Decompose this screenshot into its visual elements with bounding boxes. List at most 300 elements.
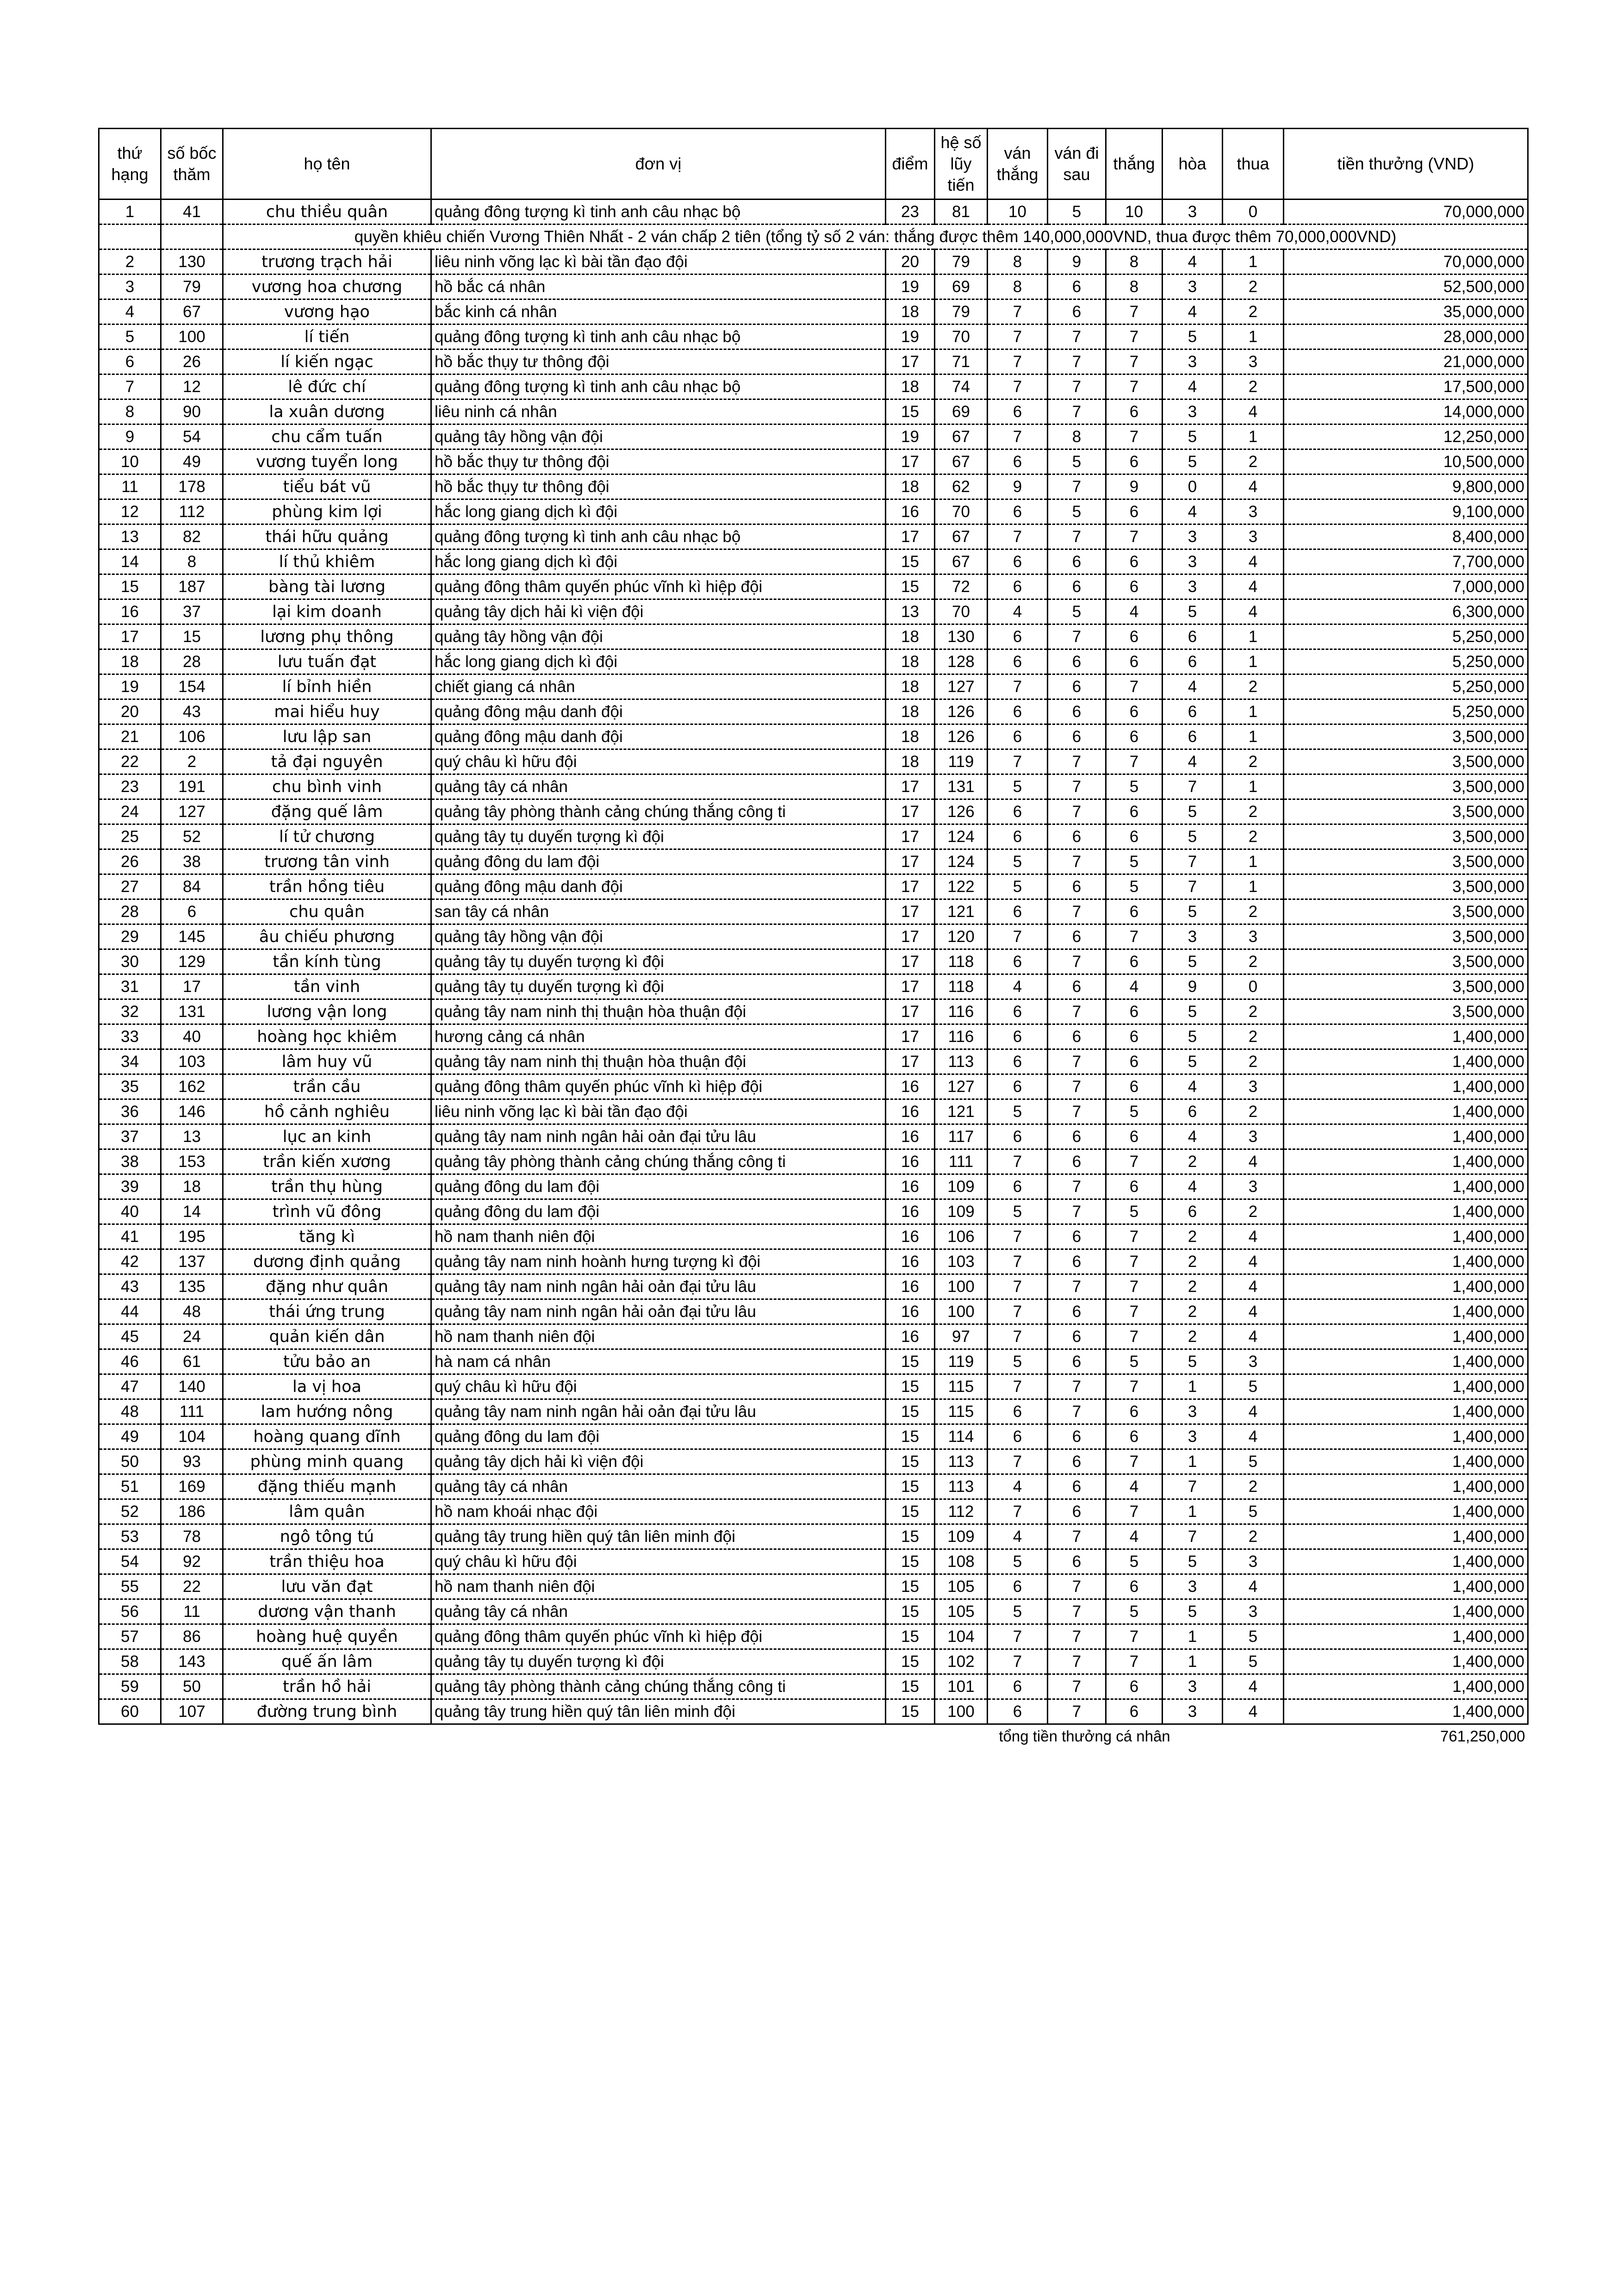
cell-draw-number: 162 [161,1074,223,1099]
cell-winning-games: 6 [988,1174,1048,1199]
cell-draws: 6 [1163,699,1223,724]
cell-name: hoàng học khiêm [223,1024,431,1049]
cell-draw-number: 195 [161,1224,223,1249]
cell-losses: 4 [1223,1324,1284,1349]
cell-draw-number: 86 [161,1624,223,1649]
table-row [99,1299,1528,1324]
cell-draws: 6 [1163,624,1223,649]
cell-coefficient: 117 [935,1124,988,1149]
cell-unit: quảng tây tụ duyến tượng kì đội [431,824,886,849]
cell-wins: 7 [1106,374,1163,399]
table-row [99,399,1528,424]
cell-winning-games: 6 [988,1424,1048,1449]
cell-draws: 4 [1163,299,1223,324]
cell-unit: san tây cá nhân [431,899,886,924]
cell-name: vương hoa chương [223,275,431,299]
cell-draw-number: 40 [161,1024,223,1049]
cell-rank: 26 [99,849,161,874]
cell-points: 16 [886,1324,935,1349]
cell-unit: hà nam cá nhân [431,1349,886,1374]
cell-unit: quảng tây hồng vận đội [431,424,886,449]
cell-points: 18 [886,624,935,649]
cell-prize: 1,400,000 [1284,1649,1528,1674]
cell-rank: 14 [99,549,161,574]
cell-draw-number: 92 [161,1549,223,1574]
cell-coefficient: 81 [935,200,988,225]
cell-second-move-games: 7 [1048,324,1106,349]
cell-unit: quảng đông du lam đội [431,1424,886,1449]
cell-wins: 6 [1106,624,1163,649]
table-row [99,974,1528,999]
cell-wins: 7 [1106,299,1163,324]
cell-coefficient: 67 [935,424,988,449]
cell-prize: 1,400,000 [1284,1249,1528,1274]
cell-prize: 1,400,000 [1284,1149,1528,1174]
table-row [99,1174,1528,1199]
cell-draws: 3 [1163,1674,1223,1699]
cell-coefficient: 127 [935,674,988,699]
cell-prize: 10,500,000 [1284,449,1528,474]
cell-unit: chiết giang cá nhân [431,674,886,699]
table-row [99,1249,1528,1274]
cell-rank: 50 [99,1449,161,1474]
cell-wins: 7 [1106,1649,1163,1674]
cell-name: vương tuyển long [223,449,431,474]
cell-wins: 6 [1106,1174,1163,1199]
cell-wins: 5 [1106,1349,1163,1374]
cell-draws: 3 [1163,399,1223,424]
cell-winning-games: 6 [988,1074,1048,1099]
cell-winning-games: 6 [988,824,1048,849]
cell-draws: 1 [1163,1624,1223,1649]
cell-wins: 6 [1106,1399,1163,1424]
cell-points: 17 [886,1024,935,1049]
table-row [99,1024,1528,1049]
cell-rank: 41 [99,1224,161,1249]
cell-wins: 7 [1106,1449,1163,1474]
cell-losses: 4 [1223,1699,1284,1724]
cell-winning-games: 6 [988,1574,1048,1599]
cell-draw-number: 135 [161,1274,223,1299]
header-draws: hòa [1163,129,1223,200]
cell-losses: 2 [1223,449,1284,474]
cell-name: chu thiều quân [223,200,431,225]
cell-name: hoàng huệ quyền [223,1624,431,1649]
cell-losses: 4 [1223,399,1284,424]
table-row [99,499,1528,524]
cell-unit: hắc long giang dịch kì đội [431,499,886,524]
cell-draw-number: 111 [161,1399,223,1424]
table-row [99,649,1528,674]
cell-winning-games: 7 [988,1499,1048,1524]
cell-wins: 6 [1106,899,1163,924]
cell-rank: 51 [99,1474,161,1499]
cell-losses: 4 [1223,1249,1284,1274]
cell-prize: 3,500,000 [1284,749,1528,774]
cell-unit: quảng tây nam ninh hoành hưng tượng kì đội [431,1249,886,1274]
cell-name: dương vận thanh [223,1599,431,1624]
cell-draw-number: 13 [161,1124,223,1149]
cell-draws: 5 [1163,424,1223,449]
cell-draw-number: 129 [161,949,223,974]
cell-name: lí thủ khiêm [223,549,431,574]
cell-draw-number: 79 [161,275,223,299]
cell-wins: 6 [1106,699,1163,724]
cell-prize: 3,500,000 [1284,774,1528,799]
cell-prize: 3,500,000 [1284,974,1528,999]
header-winning-games: ván thắng [988,129,1048,200]
cell-winning-games: 5 [988,1349,1048,1374]
table-row [99,275,1528,299]
cell-name: ngô tông tú [223,1524,431,1549]
cell-name: tửu bảo an [223,1349,431,1374]
cell-draw-number: 26 [161,349,223,374]
cell-rank: 2 [99,250,161,275]
cell-rank: 35 [99,1074,161,1099]
cell-unit: quảng tây cá nhân [431,774,886,799]
cell-wins: 6 [1106,1574,1163,1599]
cell-points: 15 [886,1649,935,1674]
cell-name: trình vũ đông [223,1199,431,1224]
cell-losses: 3 [1223,524,1284,549]
cell-wins: 7 [1106,1324,1163,1349]
table-row [99,824,1528,849]
cell-draws: 3 [1163,1424,1223,1449]
cell-wins: 5 [1106,874,1163,899]
cell-name: vương hạo [223,299,431,324]
cell-points: 18 [886,649,935,674]
cell-draw-number: 37 [161,599,223,624]
cell-unit: quảng tây nam ninh ngân hải oản đại tửu lâu [431,1274,886,1299]
cell-prize: 1,400,000 [1284,1049,1528,1074]
cell-second-move-games: 6 [1048,1349,1106,1374]
cell-draw-number: 153 [161,1149,223,1174]
cell-second-move-games: 6 [1048,549,1106,574]
cell-wins: 7 [1106,1274,1163,1299]
cell-prize: 1,400,000 [1284,1299,1528,1324]
cell-rank: 43 [99,1274,161,1299]
cell-points: 15 [886,1574,935,1599]
cell-wins: 6 [1106,1674,1163,1699]
cell-coefficient: 115 [935,1374,988,1399]
cell-unit: liêu ninh võng lạc kì bài tần đạo đội [431,1099,886,1124]
table-row [99,1574,1528,1599]
cell-draw-number: 187 [161,574,223,599]
cell-name: lí tiến [223,324,431,349]
cell-wins: 7 [1106,524,1163,549]
cell-points: 15 [886,1399,935,1424]
cell-draw-number: 48 [161,1299,223,1324]
cell-second-move-games: 6 [1048,874,1106,899]
table-row [99,474,1528,499]
cell-coefficient: 100 [935,1274,988,1299]
table-row [99,674,1528,699]
cell-wins: 6 [1106,949,1163,974]
cell-winning-games: 7 [988,1374,1048,1399]
cell-losses: 4 [1223,599,1284,624]
cell-draws: 3 [1163,200,1223,225]
cell-draw-number: 90 [161,399,223,424]
cell-draws: 5 [1163,449,1223,474]
table-row [99,624,1528,649]
cell-draw-number: 6 [161,899,223,924]
cell-draw-number: 112 [161,499,223,524]
cell-draws: 6 [1163,724,1223,749]
cell-losses: 1 [1223,624,1284,649]
cell-draw-number: 54 [161,424,223,449]
table-row [99,1449,1528,1474]
cell-winning-games: 7 [988,1274,1048,1299]
cell-draw-number: 18 [161,1174,223,1199]
cell-winning-games: 7 [988,1299,1048,1324]
cell-wins: 7 [1106,1224,1163,1249]
cell-coefficient: 119 [935,1349,988,1374]
cell-points: 20 [886,250,935,275]
cell-losses: 4 [1223,474,1284,499]
cell-draw-number: 50 [161,1674,223,1699]
cell-coefficient: 126 [935,724,988,749]
cell-losses: 2 [1223,799,1284,824]
cell-second-move-games: 5 [1048,449,1106,474]
table-row [99,699,1528,724]
cell-draw-number: 22 [161,1574,223,1599]
cell-wins: 6 [1106,399,1163,424]
cell-rank: 3 [99,275,161,299]
cell-points: 17 [886,924,935,949]
cell-second-move-games: 7 [1048,1524,1106,1549]
cell-prize: 1,400,000 [1284,1674,1528,1699]
table-row [99,874,1528,899]
cell-rank: 55 [99,1574,161,1599]
cell-rank: 56 [99,1599,161,1624]
cell-winning-games: 6 [988,574,1048,599]
cell-coefficient: 115 [935,1399,988,1424]
cell-losses: 2 [1223,1199,1284,1224]
cell-wins: 4 [1106,599,1163,624]
cell-draws: 2 [1163,1149,1223,1174]
cell-unit: quảng đông mậu danh đội [431,724,886,749]
cell-rank: 8 [99,399,161,424]
cell-winning-games: 7 [988,324,1048,349]
cell-name: tần kính tùng [223,949,431,974]
cell-coefficient: 131 [935,774,988,799]
table-row [99,1349,1528,1374]
cell-losses: 3 [1223,499,1284,524]
cell-coefficient: 105 [935,1574,988,1599]
cell-name: hồ cảnh nghiêu [223,1099,431,1124]
cell-rank: 52 [99,1499,161,1524]
cell-draw-number: 186 [161,1499,223,1524]
cell-coefficient: 124 [935,824,988,849]
cell-name: thái ứng trung [223,1299,431,1324]
cell-prize: 3,500,000 [1284,724,1528,749]
table-row [99,1674,1528,1699]
cell-second-move-games: 6 [1048,1149,1106,1174]
cell-coefficient: 79 [935,299,988,324]
cell-prize: 1,400,000 [1284,1524,1528,1549]
cell-rank: 15 [99,574,161,599]
cell-losses: 4 [1223,1399,1284,1424]
cell-draws: 9 [1163,974,1223,999]
cell-name: dương định quảng [223,1249,431,1274]
cell-wins: 10 [1106,200,1163,225]
cell-points: 15 [886,1424,935,1449]
cell-second-move-games: 5 [1048,499,1106,524]
cell-winning-games: 6 [988,949,1048,974]
cell-wins: 4 [1106,974,1163,999]
cell-prize: 5,250,000 [1284,674,1528,699]
cell-draw-number: 14 [161,1199,223,1224]
table-row [99,949,1528,974]
cell-draws: 3 [1163,1574,1223,1599]
cell-coefficient: 126 [935,699,988,724]
cell-points: 18 [886,299,935,324]
header-name: họ tên [223,129,431,200]
cell-second-move-games: 7 [1048,1274,1106,1299]
cell-prize: 1,400,000 [1284,1399,1528,1424]
cell-prize: 5,250,000 [1284,649,1528,674]
cell-prize: 3,500,000 [1284,874,1528,899]
cell-rank: 40 [99,1199,161,1224]
cell-name: phùng minh quang [223,1449,431,1474]
cell-winning-games: 7 [988,424,1048,449]
cell-unit: hắc long giang dịch kì đội [431,649,886,674]
cell-second-move-games: 6 [1048,649,1106,674]
summary-row [99,1724,1528,1748]
cell-losses: 3 [1223,1124,1284,1149]
cell-losses: 0 [1223,974,1284,999]
cell-losses: 3 [1223,1174,1284,1199]
cell-second-move-games: 6 [1048,1449,1106,1474]
cell-second-move-games: 7 [1048,399,1106,424]
cell-rank: 19 [99,674,161,699]
cell-draw-number: 52 [161,824,223,849]
cell-prize: 35,000,000 [1284,299,1528,324]
cell-winning-games: 7 [988,524,1048,549]
cell-rank: 4 [99,299,161,324]
cell-wins: 4 [1106,1474,1163,1499]
cell-second-move-games: 7 [1048,1624,1106,1649]
cell-winning-games: 7 [988,1624,1048,1649]
cell-name: lam hướng nông [223,1399,431,1424]
cell-draws: 3 [1163,924,1223,949]
cell-prize: 12,250,000 [1284,424,1528,449]
cell-unit: quý châu kì hữu đội [431,1374,886,1399]
cell-wins: 6 [1106,549,1163,574]
cell-prize: 1,400,000 [1284,1324,1528,1349]
cell-points: 15 [886,1674,935,1699]
cell-second-move-games: 6 [1048,1124,1106,1149]
cell-losses: 2 [1223,824,1284,849]
cell-winning-games: 6 [988,724,1048,749]
cell-losses: 4 [1223,1299,1284,1324]
cell-points: 15 [886,1474,935,1499]
cell-draws: 3 [1163,574,1223,599]
table-row [99,1149,1528,1174]
cell-rank: 42 [99,1249,161,1274]
cell-second-move-games: 7 [1048,774,1106,799]
cell-draws: 1 [1163,1649,1223,1674]
cell-unit: hắc long giang dịch kì đội [431,549,886,574]
cell-winning-games: 6 [988,1024,1048,1049]
cell-points: 18 [886,674,935,699]
cell-coefficient: 121 [935,1099,988,1124]
cell-coefficient: 100 [935,1699,988,1724]
table-row [99,1524,1528,1549]
cell-draw-number: 191 [161,774,223,799]
table-row [99,299,1528,324]
cell-coefficient: 118 [935,949,988,974]
cell-rank: 30 [99,949,161,974]
cell-second-move-games: 6 [1048,824,1106,849]
cell-draws: 5 [1163,999,1223,1024]
cell-second-move-games: 6 [1048,275,1106,299]
cell-points: 17 [886,874,935,899]
cell-coefficient: 113 [935,1474,988,1499]
cell-second-move-games: 7 [1048,999,1106,1024]
cell-draw-number: 130 [161,250,223,275]
cell-draw-number: 49 [161,449,223,474]
table-row [99,1424,1528,1449]
cell-unit: hồ nam khoái nhạc đội [431,1499,886,1524]
cell-wins: 7 [1106,674,1163,699]
cell-points: 17 [886,999,935,1024]
cell-draws: 5 [1163,824,1223,849]
cell-name: lâm quân [223,1499,431,1524]
cell-prize: 7,000,000 [1284,574,1528,599]
table-row [99,1474,1528,1499]
cell-name: chu cẩm tuấn [223,424,431,449]
table-row [99,549,1528,574]
cell-draws: 4 [1163,1124,1223,1149]
cell-draw-number: 82 [161,524,223,549]
cell-draws: 2 [1163,1299,1223,1324]
cell-points: 18 [886,374,935,399]
cell-draws: 6 [1163,1099,1223,1124]
cell-winning-games: 6 [988,499,1048,524]
cell-prize: 1,400,000 [1284,1599,1528,1624]
cell-draw-number: 15 [161,624,223,649]
cell-draws: 3 [1163,275,1223,299]
cell-coefficient: 127 [935,1074,988,1099]
cell-draw-number: 145 [161,924,223,949]
cell-points: 19 [886,424,935,449]
cell-winning-games: 6 [988,1674,1048,1699]
cell-coefficient: 124 [935,849,988,874]
cell-second-move-games: 6 [1048,699,1106,724]
cell-draw-number: 2 [161,749,223,774]
header-second-move-games: ván đi sau [1048,129,1106,200]
cell-second-move-games: 7 [1048,1699,1106,1724]
table-row [99,1374,1528,1399]
cell-draws: 7 [1163,849,1223,874]
cell-prize: 1,400,000 [1284,1699,1528,1724]
cell-second-move-games: 6 [1048,1249,1106,1274]
cell-prize: 1,400,000 [1284,1224,1528,1249]
cell-prize: 3,500,000 [1284,849,1528,874]
table-row [99,1699,1528,1724]
cell-second-move-games: 6 [1048,724,1106,749]
cell-wins: 6 [1106,1124,1163,1149]
cell-wins: 7 [1106,424,1163,449]
cell-coefficient: 106 [935,1224,988,1249]
cell-points: 19 [886,324,935,349]
cell-losses: 3 [1223,349,1284,374]
cell-draw-number: 24 [161,1324,223,1349]
cell-coefficient: 126 [935,799,988,824]
cell-second-move-games: 7 [1048,624,1106,649]
cell-name: lương phụ thông [223,624,431,649]
